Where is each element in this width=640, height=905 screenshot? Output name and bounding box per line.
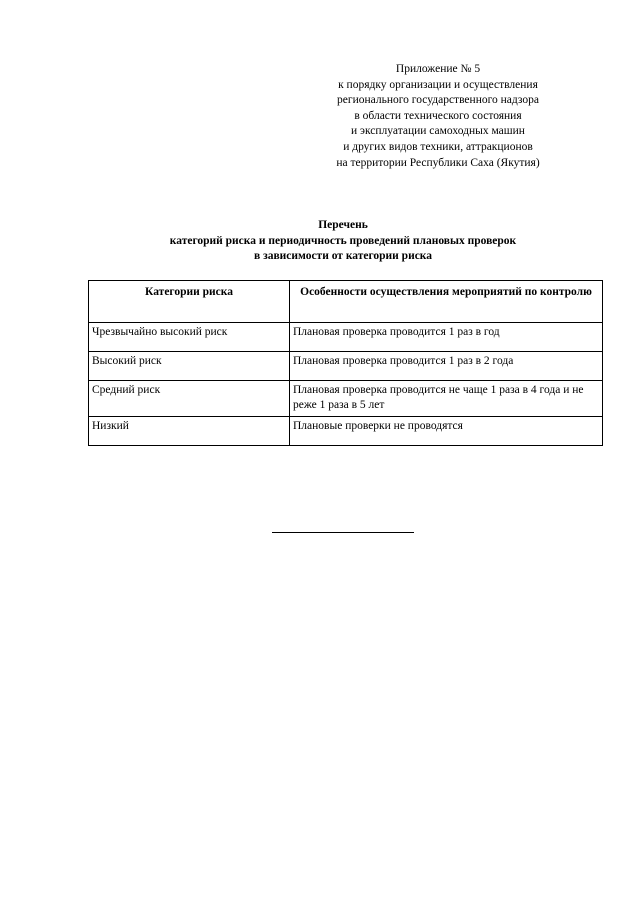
appendix-line: на территории Республики Саха (Якутия) <box>336 156 540 169</box>
table-row <box>89 417 603 446</box>
risk-category-cell: Высокий риск <box>89 352 290 381</box>
appendix-line: регионального государственного надзора <box>337 94 539 107</box>
title-line: Перечень <box>318 219 368 231</box>
title-line: категорий риска и периодичность проведений плановых проверок <box>169 234 517 247</box>
appendix-line: в области технического состояния <box>354 109 522 122</box>
risk-category-table <box>88 280 603 446</box>
risk-category-cell: Чрезвычайно высокий риск <box>89 323 290 352</box>
document-title <box>100 218 586 265</box>
table-header-row <box>89 281 603 323</box>
inspection-frequency-cell: Плановые проверки не проводятся <box>290 417 603 446</box>
table-row <box>89 323 603 352</box>
appendix-line: и других видов техники, аттракционов <box>343 140 533 153</box>
inspection-frequency-cell: Плановая проверка проводится 1 раз в 2 года <box>290 352 603 381</box>
inspection-frequency-cell: Плановая проверка проводится 1 раз в год <box>290 323 603 352</box>
title-line: в зависимости от категории риска <box>253 250 433 263</box>
header-risk-category: Категории риска <box>89 281 290 323</box>
appendix-line: Приложение № 5 <box>395 63 481 75</box>
appendix-header <box>300 62 576 171</box>
closing-rule-line <box>272 532 414 533</box>
table-row <box>89 352 603 381</box>
risk-category-cell: Средний риск <box>89 381 290 417</box>
risk-category-cell: Низкий <box>89 417 290 446</box>
appendix-line: к порядку организации и осуществления <box>338 78 538 91</box>
inspection-frequency-cell: Плановая проверка проводится не чаще 1 раза в 4 года и не реже 1 раза в 5 лет <box>290 381 603 417</box>
table-row <box>89 381 603 417</box>
header-control-features: Особенности осуществления мероприятий по контролю <box>290 281 603 323</box>
appendix-line: и эксплуатации самоходных машин <box>351 125 525 138</box>
